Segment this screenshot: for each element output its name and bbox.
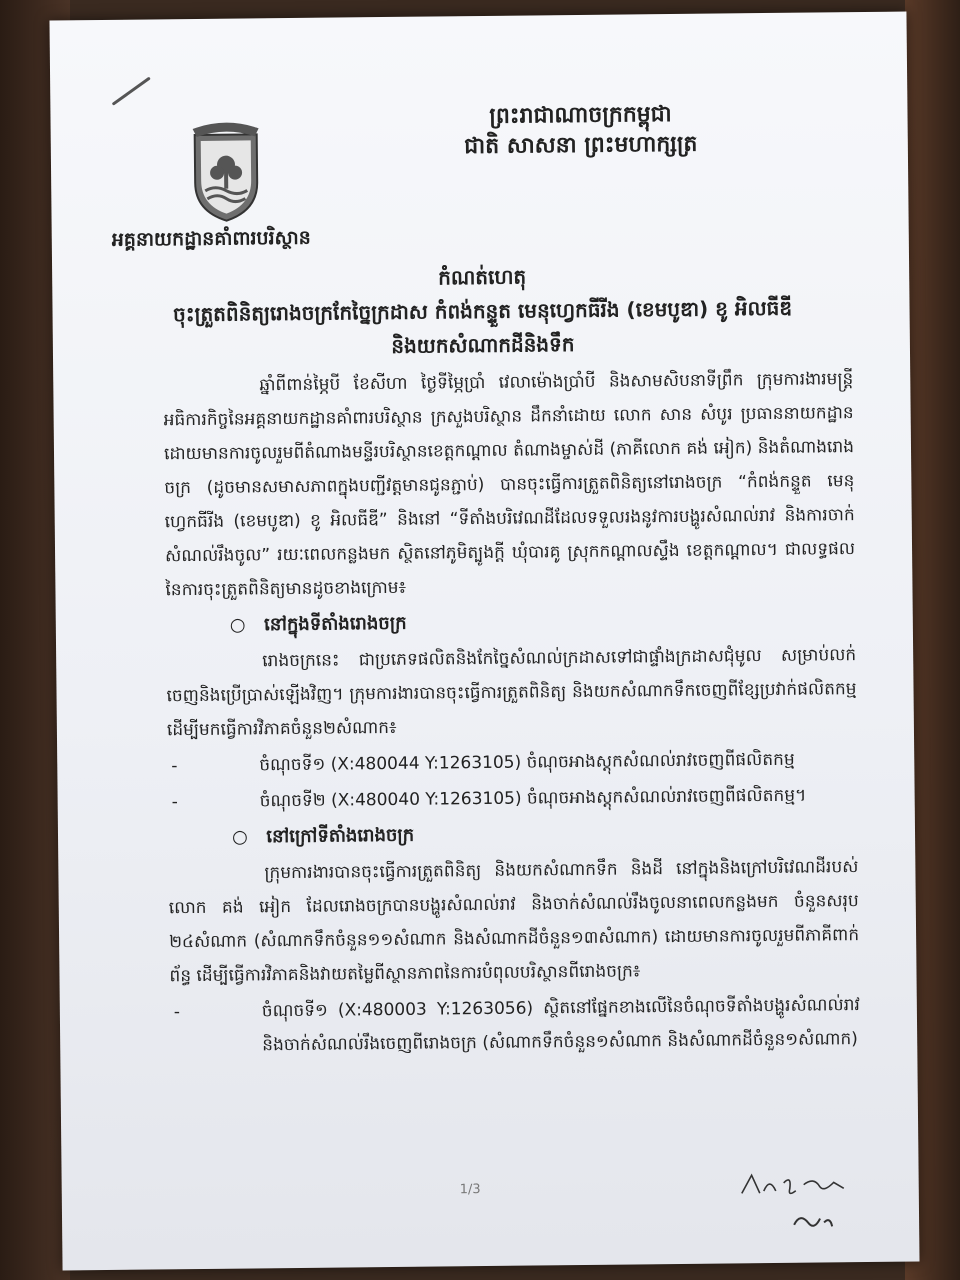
document-title — [92, 256, 873, 366]
list-item — [167, 742, 857, 783]
title-line-1: ចុះត្រួតពិនិត្យរោងចក្រកែច្នៃក្រដាស កំពង់កន្ទួត មេនុហ្វេកធីរីង (ខេមបូឌា) ខូ អិលធីឌី — [172, 295, 793, 327]
list-item — [170, 988, 861, 1063]
list-item — [167, 778, 857, 819]
department-name: អគ្គនាយកដ្ឋានគាំពារបរិស្ថាន — [111, 226, 311, 251]
section-heading-outside — [168, 814, 858, 855]
dash-bullet: - — [173, 1002, 181, 1023]
circle-bullet-icon: ○ — [229, 614, 246, 636]
dash-bullet: - — [171, 756, 178, 777]
section-heading-text: នៅក្នុងទីតាំងរោងចក្រ — [263, 612, 407, 636]
title-label: កំណត់ហេតុ — [438, 264, 527, 290]
title-line-2: និងយកសំណាកដីនិងទឹក — [391, 332, 575, 358]
ministry-emblem-icon — [189, 118, 264, 223]
section-paragraph-outside: ក្រុមការងារបានចុះធ្វើការត្រួតពិនិត្យ និងយកសំណាកទឹក និងដី នៅក្នុងនិងក្រៅបរិវេណដីរបស់លោក គង់ អៀក ដែលរោងចក្របានបង្ហូរសំណល់រាវ និងចាក់សំណល់រឹងចូលនាពេលកន្លងមក ចំនួនសរុប ២៤សំណាក (សំណាកទឹកចំនួន១១សំណាក និងសំណាកដីចំនួន១៣សំណាក) ដោយមានការចូលរួមពីភាគីពាក់ព័ន្ធ ដើម្បីធ្វើការវិភាគនិងវាយតម្លៃពីស្ថានភាពនៃការបំពុលបរិស្ថានពីរោងចក្រ៖ — [168, 857, 860, 987]
document-page — [49, 12, 919, 1271]
letterhead — [350, 99, 811, 164]
list-item-text: ចំណុចទី១ (X:480044 Y:1263105) ចំណុចអាងស្តុកសំណល់រាវចេញពីផលិតកម្ម — [259, 749, 795, 776]
dash-bullet: - — [171, 792, 178, 813]
handwritten-initials-icon — [733, 1162, 854, 1243]
list-item-text: ចំណុចទី២ (X:480040 Y:1263105) ចំណុចអាងស្តុកសំណល់រាវចេញពីផលិតកម្ម។ — [259, 785, 807, 812]
section-paragraph-inside: រោងចក្រនេះ ជាប្រភេទផលិតនិងកែច្នៃសំណល់ក្រដាសទៅជាផ្ទាំងក្រដាសជុំមូល សម្រាប់លក់ចេញនិងប្រើប្រាស់ឡើងវិញ។ ក្រុមការងារបានចុះធ្វើការត្រួតពិនិត្យ និងយកសំណាកទឹកចេញពីខ្សែប្រវាក់ផលិតកម្ម ដើម្បីមកធ្វើការវិភាគចំនួន២សំណាក៖ — [166, 645, 857, 741]
intro-paragraph: ឆ្នាំពីពាន់ម្ភៃបី ខែសីហា ថ្ងៃទីម្ភៃប្រាំ វេលាម៉ោងប្រាំបី និងសាមសិបនាទីព្រឹក ក្រុមការងារមន្ត្រីអធិការកិច្ចនៃអគ្គនាយកដ្ឋានគាំពារបរិស្ថាន ក្រសួងបរិស្ថាន ដឹកនាំដោយ លោក សាន សំបូរ ប្រធាននាយកដ្ឋាន ដោយមានការចូលរួមពីតំណាងមន្ទីរបរិស្ថានខេត្តកណ្ដាល តំណាងម្ចាស់ដី (ភាគីលោក គង់ អៀក) និងតំណាងរោងចក្រ (ដូចមានសមាសភាពក្នុងបញ្ជីវត្តមានជូនភ្ជាប់) បានចុះធ្វើការត្រួតពិនិត្យនៅរោងចក្រ “កំពង់កន្ទួត មេនុហ្វេកធីរីង (ខេមបូឌា) ខូ អិលធីឌី” និងនៅ “ទីតាំងបរិវេណដីដែលទទួលរងនូវការបង្ហូរសំណល់រាវ និងការចាក់សំណល់រឹងចូល” រយៈពេលកន្លងមក ស្ថិតនៅភូមិត្បូងក្តី ឃុំបារគូ ស្រុកកណ្ដាលស្ទឹង ខេត្តកណ្ដាល។ ជាលទ្ធផលនៃការចុះត្រួតពិនិត្យមានដូចខាងក្រោម៖ — [163, 369, 856, 601]
circle-bullet-icon: ○ — [231, 826, 248, 848]
page-number: 1/3 — [459, 1182, 481, 1198]
list-item-text: ចំណុចទី១ (X:480003 Y:1263056) ស្ថិតនៅផ្នែកខាងលើនៃចំណុចទីតាំងបង្ហូរសំណល់រាវ និងចាក់សំណល់រឹងចេញពីរោងចក្រ (សំណាកទឹកចំនួន១សំណាក និងសំណាកដីចំនួន១សំណាក) — [261, 995, 860, 1056]
section-heading-inside — [166, 602, 856, 643]
kingdom-name: ព្រះរាជាណាចក្រកម្ពុជា — [489, 102, 672, 129]
document-body — [163, 362, 860, 1065]
section-heading-text: នៅក្រៅទីតាំងរោងចក្រ — [266, 824, 415, 848]
national-motto: ជាតិ សាសនា ព្រះមហាក្សត្រ — [464, 131, 698, 160]
pen-mark — [112, 77, 151, 106]
